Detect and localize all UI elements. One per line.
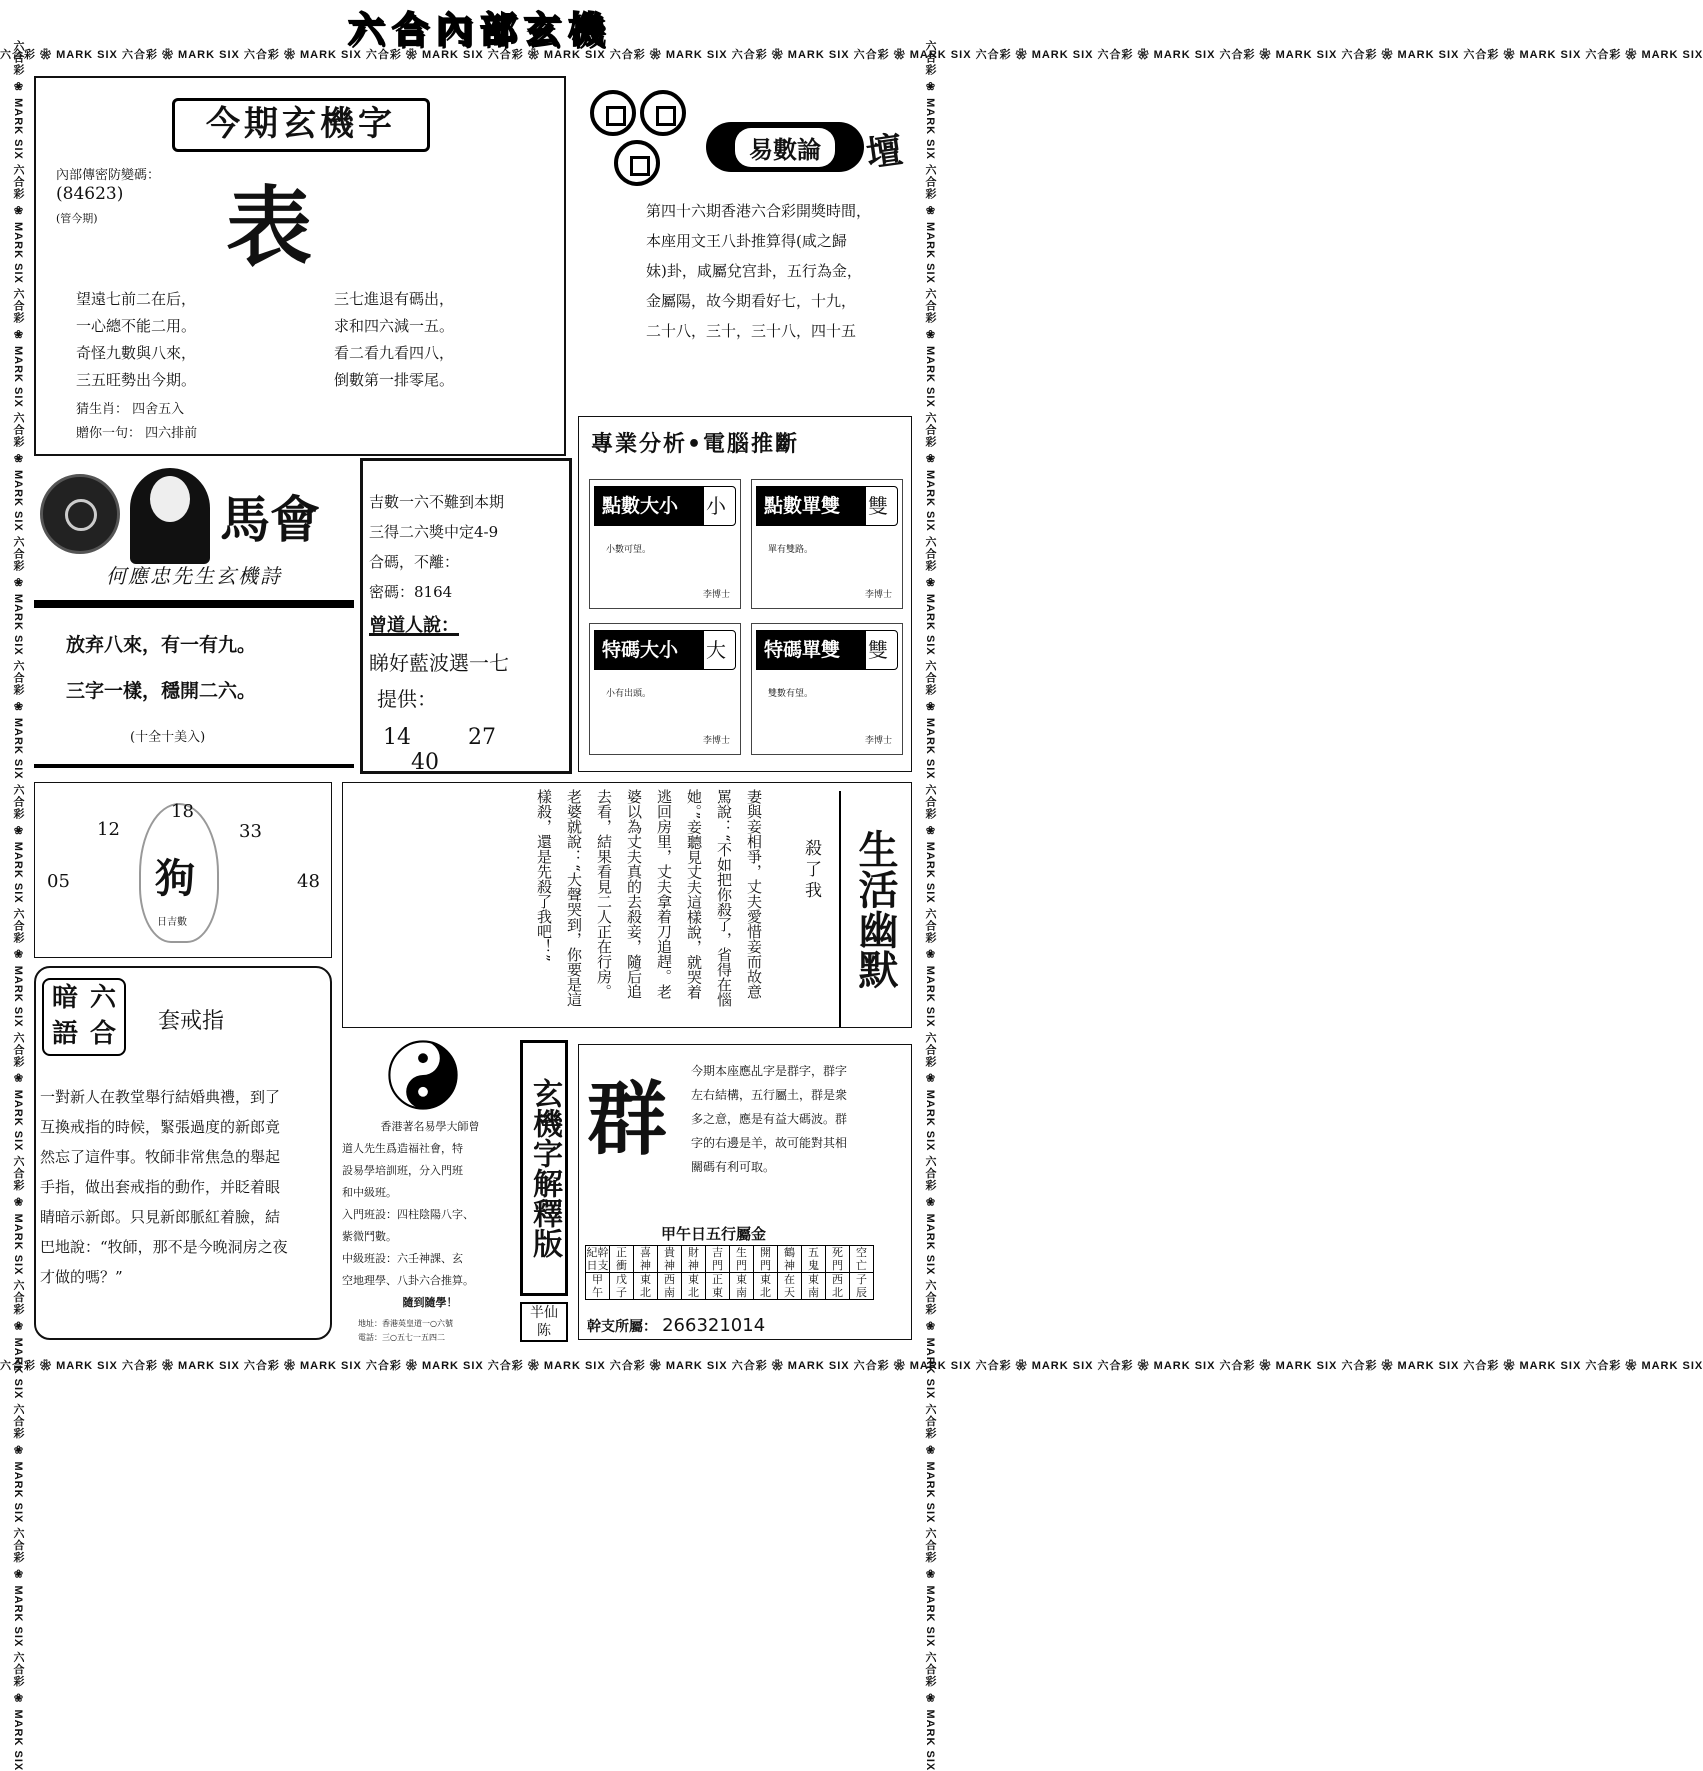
card-signature: 李博士 (702, 736, 730, 746)
lucky-number: 05 (47, 871, 70, 892)
divider (34, 600, 354, 608)
jishu-number: 27 (468, 725, 496, 750)
card-head: 點數大小 (594, 486, 704, 526)
jieshi-line: 今期本座應乩字是群字，群字 (691, 1064, 848, 1078)
top-strip: 六合彩 ❀ MARK SIX 六合彩 ❀ MARK SIX 六合彩 ❀ MARK SIX 六合彩 ❀ MARK SIX 六合彩 ❀ MARK SIX 六合彩 ❀ MARK SIX 六合彩 ❀ MARK SIX 六合彩 ❀ MARK SIX 六合彩 ❀ MARK SIX 六合彩 ❀ MARK SIX 六合彩 ❀ MARK SIX 六合彩 ❀ MARK SIX 六合彩 ❀ MARK SIX 六合彩 ❀ MARK SIX (0, 49, 1703, 61)
badge-char: 合 (89, 1019, 116, 1049)
wuxing-cell: 東 南 (730, 1273, 754, 1300)
anyu-text (40, 1082, 330, 1292)
jieshi-line: 左右結構，五行屬土，群是衆 (691, 1088, 848, 1102)
jishu-line: 合碼，不離： (369, 553, 460, 571)
card-head: 點數單雙 (756, 486, 866, 526)
coin-icon (590, 90, 636, 136)
yinyang-icon (388, 1040, 458, 1110)
lucky-caption: 日吉數 (157, 917, 187, 928)
poem-line: 望遠七前二在后， (76, 290, 197, 308)
xuanji-banner: 今期玄機字 (172, 98, 430, 152)
humor-column: 老婆就說：“大聲哭到，你要是這 (565, 789, 583, 1007)
gift-value: 四六排前 (145, 426, 198, 441)
divider (34, 764, 354, 768)
wuxing-cell: 東 北 (682, 1273, 706, 1300)
master-panel (342, 1034, 518, 1344)
right-strip: 六合彩 ❀ MARK SIX 六合彩 ❀ MARK SIX 六合彩 ❀ MARK SIX 六合彩 ❀ MARK SIX 六合彩 ❀ MARK SIX 六合彩 ❀ MARK SIX 六合彩 ❀ MARK SIX 六合彩 ❀ MARK SIX 六合彩 ❀ MARK SIX 六合彩 ❀ MARK SIX 六合彩 ❀ MARK SIX 六合彩 ❀ MARK SIX 六合彩 ❀ MARK SIX 六合彩 ❀ MARK SIX (924, 40, 936, 1771)
page-title: 六合內部玄機 (347, 10, 612, 51)
card-body: 雙數有望。 (768, 689, 814, 699)
humor-story-title: 殺了我 (801, 839, 821, 902)
card-answer: 大 (696, 630, 736, 670)
wuxing-cell: 甲 午 (586, 1273, 610, 1300)
poem-left (76, 286, 196, 394)
humor-column: 妻與妾相爭，丈夫愛惜妾而故意 (745, 789, 763, 999)
coin-icon (614, 140, 660, 186)
master-line: 空地理學、八卦六合推算。 (342, 1274, 474, 1287)
analysis-card (589, 479, 741, 609)
jishu-line: 三得二六獎中定4-9 (369, 523, 499, 541)
jishu-text (369, 487, 504, 607)
poem-line: 求和四六減一五。 (334, 317, 455, 335)
jieshi-seal: 半仙 陈 (520, 1302, 568, 1342)
humor-panel (342, 782, 912, 1028)
code-value: (84623) (56, 184, 124, 204)
jishu-line: 吉數一六不難到本期 (369, 493, 505, 511)
xuanji-panel (34, 76, 566, 456)
jishu-tip: 睇好藍波選一七 (369, 651, 509, 675)
wuxing-cell: 子 辰 (850, 1273, 874, 1300)
card-answer: 小 (696, 486, 736, 526)
yishu-line: 妹)卦，咸屬兌宫卦，五行為金， (646, 262, 862, 280)
humor-column: 她。”妾聽見丈夫這樣說，就哭着 (685, 789, 703, 1000)
card-signature: 李博士 (864, 590, 892, 600)
analysis-card (751, 623, 903, 755)
jishu-banner: 曾道人說： (369, 615, 459, 636)
humor-story (529, 789, 769, 1025)
emblem-icon (40, 474, 120, 554)
yishu-line: 金屬陽，故今期看好七，十九， (646, 292, 857, 310)
wuxing-table (585, 1245, 874, 1300)
wuxing-cell: 死 門 (826, 1246, 850, 1273)
wuxing-cell: 戊 子 (610, 1273, 634, 1300)
big-char: 表 (226, 177, 312, 278)
zodiac-char: 狗 (155, 855, 195, 902)
jieshi-vertical (520, 1040, 568, 1296)
jishu-numbers (383, 725, 569, 775)
master-phone: 電話：三○五七一五四二 (358, 1333, 445, 1342)
poem-line: 倒數第一排零尾。 (334, 371, 455, 389)
mahui-line: 放弃八來，有一有九。 (66, 634, 257, 656)
guess-row (76, 398, 184, 417)
poem-line: 三五旺勢出今期。 (76, 371, 197, 389)
wuxing-cell: 鶴 神 (778, 1246, 802, 1273)
yishu-line: 本座用文王八卦推算得(咸之歸 (646, 232, 847, 250)
badge-char: 暗 (51, 983, 78, 1013)
wuxing-cell: 空 亡 (850, 1246, 874, 1273)
badge-char: 語 (51, 1019, 78, 1049)
badge-char: 六 (89, 983, 116, 1013)
poem-line: 三七進退有碼出， (334, 290, 455, 308)
poem-line: 一心總不能二用。 (76, 317, 197, 335)
master-line: 紫微鬥數。 (342, 1230, 397, 1243)
analysis-card (751, 479, 903, 609)
mahui-title: 馬會 (220, 491, 320, 549)
code-label: 內部傳密防變碼： (56, 168, 161, 183)
wuxing-cell: 西 南 (658, 1273, 682, 1300)
code-note: (管今期) (56, 212, 98, 225)
jishu-number: 14 (383, 725, 411, 750)
anyu-line: 一對新人在教堂舉行結婚典禮，到了 (40, 1088, 281, 1106)
yishu-panel (580, 80, 910, 400)
card-signature: 李博士 (864, 736, 892, 746)
wuxing-cell: 東 北 (754, 1273, 778, 1300)
card-answer: 雙 (858, 630, 898, 670)
jishu-panel (360, 458, 572, 774)
yishu-banner-text: 易數論 (735, 128, 835, 167)
lucky-number: 18 (171, 801, 194, 822)
portrait (130, 468, 210, 564)
bottom-strip: 六合彩 ❀ MARK SIX 六合彩 ❀ MARK SIX 六合彩 ❀ MARK SIX 六合彩 ❀ MARK SIX 六合彩 ❀ MARK SIX 六合彩 ❀ MARK SIX 六合彩 ❀ MARK SIX 六合彩 ❀ MARK SIX 六合彩 ❀ MARK SIX 六合彩 ❀ MARK SIX 六合彩 ❀ MARK SIX 六合彩 ❀ MARK SIX 六合彩 ❀ MARK SIX 六合彩 ❀ MARK SIX (0, 1360, 1703, 1372)
anyu-badge (42, 978, 126, 1056)
anyu-line: 然忘了這件事。牧師非常焦急的舉起 (40, 1148, 281, 1166)
master-line: 隨到隨學！ (402, 1296, 458, 1309)
master-address: 地址：香港英皇道一○六號 (358, 1319, 453, 1328)
master-line: 入門班設：四柱陰陽八字、 (342, 1208, 474, 1221)
master-line: 道人先生爲造福社會，特 (342, 1142, 463, 1155)
provide-label: 提供： (377, 687, 437, 711)
coin-icon (640, 90, 686, 136)
humor-column: 罵說：“不如把你殺了，省得在惱 (715, 789, 733, 1007)
wuxing-header-row (586, 1246, 874, 1273)
anyu-line: 互換戒指的時候，緊張過度的新郎竟 (40, 1118, 281, 1136)
humor-column: 逃回房里，丈夫拿着刀追趕。老 (655, 789, 673, 999)
card-body: 小有出頭。 (606, 689, 652, 699)
wuxing-value-row (586, 1273, 874, 1300)
yishu-text (646, 196, 871, 346)
card-body: 單有雙路。 (768, 545, 814, 555)
mahui-line: 三字一樣，穩開二六。 (66, 680, 257, 702)
anyu-line: 手指，做出套戒指的動作，并眨着眼 (40, 1178, 281, 1196)
anyu-panel (34, 966, 332, 1340)
wuxing-title: 甲午日五行屬金 (661, 1225, 767, 1243)
wuxing-cell: 正 東 (706, 1273, 730, 1300)
guess-label: 猜生肖： (76, 402, 129, 417)
jieshi-text (691, 1059, 847, 1179)
wuxing-cell: 正 衝 (610, 1246, 634, 1273)
lucky-number: 12 (97, 819, 120, 840)
card-head: 特碼大小 (594, 630, 704, 670)
humor-column: 去看，結果看見二人正在行房。 (595, 789, 613, 999)
anyu-line: 才做的嗎？” (40, 1268, 123, 1286)
analysis-title: 專業分析•電腦推斷 (591, 432, 800, 457)
ganzhi-row (587, 1315, 765, 1336)
mahui-subtitle: 何應忠先生玄機詩 (106, 564, 282, 588)
jieshi-vertical-text: 玄機字解釋版 (527, 1078, 562, 1258)
poem-line: 看二看九看四八， (334, 344, 455, 362)
lucky-number: 33 (239, 821, 262, 842)
mahui-text (66, 622, 256, 714)
wuxing-cell: 西 北 (826, 1273, 850, 1300)
ganzhi-value: 266321014 (662, 1315, 766, 1336)
master-line: 和中級班。 (342, 1186, 397, 1199)
mahui-footer: (十全十美入) (130, 730, 206, 745)
card-answer: 雙 (858, 486, 898, 526)
jishu-number: 40 (411, 750, 439, 775)
guess-value: 四舍五入 (132, 402, 185, 417)
jieshi-line: 字的右邊是羊，故可能對其相 (691, 1136, 848, 1150)
yishu-banner (706, 122, 864, 172)
master-line: 香港著名易學大師曾 (380, 1120, 480, 1133)
mahui-panel (34, 464, 354, 774)
wuxing-cell: 喜 神 (634, 1246, 658, 1273)
humor-title (839, 791, 911, 1027)
yishu-line: 二十八，三十，三十八，四十五 (646, 322, 857, 340)
wuxing-cell: 在 天 (778, 1273, 802, 1300)
humor-title-text: 生活幽默 (852, 829, 899, 989)
master-text (342, 1116, 518, 1314)
card-head: 特碼單雙 (756, 630, 866, 670)
wuxing-cell: 吉 門 (706, 1246, 730, 1273)
anyu-title: 套戒指 (158, 1009, 225, 1034)
gift-row (76, 422, 197, 441)
wuxing-cell: 財 神 (682, 1246, 706, 1273)
poem-line: 奇怪九數與八來， (76, 344, 197, 362)
humor-column: 樣殺，還是先殺了我吧！” (535, 789, 553, 962)
lucky-number: 48 (297, 871, 320, 892)
jishu-line: 密碼：8164 (369, 583, 453, 601)
wuxing-cell: 五 鬼 (802, 1246, 826, 1273)
yishu-banner-suffix: 壇 (863, 128, 906, 176)
anyu-line: 睛暗示新郎。只見新郎脈紅着臉，結 (40, 1208, 281, 1226)
wuxing-cell: 貴 神 (658, 1246, 682, 1273)
poem-right (334, 286, 454, 394)
wuxing-cell: 紀幹 日支 (586, 1246, 609, 1272)
jieshi-line: 關碼有利可取。 (691, 1160, 776, 1174)
ganzhi-label: 幹支所屬： (587, 1319, 657, 1335)
master-line: 設易學培訓班，分入門班 (342, 1164, 463, 1177)
master-line: 中級班設：六壬神課、玄 (342, 1252, 463, 1265)
jieshi-big-char: 群 (587, 1072, 667, 1166)
humor-column: 婆以為丈夫真的去殺妾，隨后追 (625, 789, 643, 999)
left-strip: 六合彩 ❀ MARK SIX 六合彩 ❀ MARK SIX 六合彩 ❀ MARK SIX 六合彩 ❀ MARK SIX 六合彩 ❀ MARK SIX 六合彩 ❀ MARK SIX 六合彩 ❀ MARK SIX 六合彩 ❀ MARK SIX 六合彩 ❀ MARK SIX 六合彩 ❀ MARK SIX 六合彩 ❀ MARK SIX 六合彩 ❀ MARK SIX 六合彩 ❀ MARK SIX 六合彩 ❀ MARK SIX (12, 40, 24, 1771)
jieshi-panel (578, 1044, 912, 1340)
jieshi-line: 多之意，應是有益大碼波。群 (691, 1112, 848, 1126)
card-body: 小數可望。 (606, 545, 652, 555)
anyu-line: 巴地說：“牧師，那不是今晚洞房之夜 (40, 1238, 288, 1256)
card-signature: 李博士 (702, 590, 730, 600)
wuxing-cell: 東 北 (634, 1273, 658, 1300)
wuxing-cell: 開 門 (754, 1246, 778, 1273)
wuxing-cell: 生 門 (730, 1246, 754, 1273)
analysis-card (589, 623, 741, 755)
lucky-panel (34, 782, 332, 958)
analysis-panel (578, 416, 912, 772)
wuxing-cell: 東 南 (802, 1273, 826, 1300)
yishu-line: 第四十六期香港六合彩開獎時間， (646, 202, 872, 220)
gift-label: 贈你一句： (76, 426, 142, 441)
